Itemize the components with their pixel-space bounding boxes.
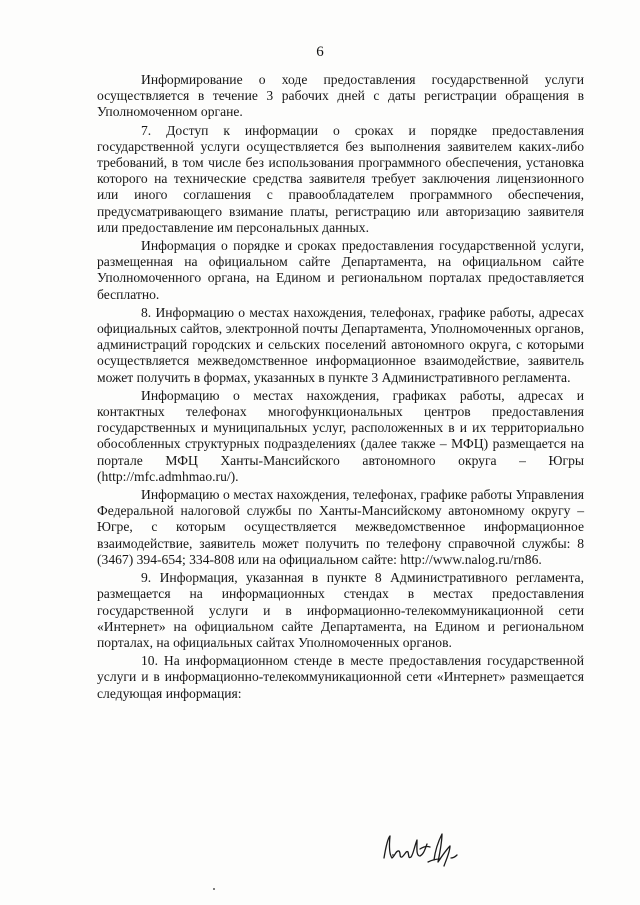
paragraph-9-stands: 9. Информация, указанная в пункте 8 Административного регламента, размещается на информационных стендах в местах предоставления государственной услуги и в информационно-телекоммуникационной сети «Интернет» на официальном сайте Департамента, на Едином и региональном порталах, на официальных сайтах Уполномоченных органов.	[97, 570, 584, 650]
handwritten-signature	[380, 822, 466, 872]
paragraph-10-stand-info: 10. На информационном стенде в месте предоставления государственной услуги и в информационно-телекоммуникационной сети «Интернет» размещается следующая информация:	[97, 653, 584, 701]
paragraph-info-free: Информация о порядке и сроках предоставления государственной услуги, размещенная на официальном сайте Департамента, на официальном сайте Уполномоченного органа, на Едином и региональном порталах предоставляется бесплатно.	[97, 238, 584, 302]
paragraph-tax-service: Информацию о местах нахождения, телефонах, графике работы Управления Федеральной налоговой службы по Ханты-Мансийскому автономному округу – Югре, с которым осуществляется межведомственное информационное взаимодействие, заявитель может получить по телефону справочной службы: 8 (3467) 394-654; 334-808 или на официальном сайте: http://www.nalog.ru/rn86.	[97, 487, 584, 567]
document-body	[97, 72, 584, 702]
paragraph-informing: Информирование о ходе предоставления государственной услуги осуществляется в течение 3 рабочих дней с даты регистрации обращения в Уполномоченном органе.	[97, 72, 584, 120]
page-number: 6	[316, 44, 324, 60]
paragraph-7-access: 7. Доступ к информации о сроках и порядке предоставления государственной услуги осуществляется без выполнения заявителем каких-либо требований, в том числе без использования программного обеспечения, установка которого на технические средства заявителя требует заключения лицензионного или иного соглашения с правообладателем программного обеспечения, предусматривающего взимание платы, регистрацию или авторизацию заявителя или предоставление им персональных данных.	[97, 122, 584, 235]
paragraph-8-locations: 8. Информацию о местах нахождения, телефонах, графике работы, адресах официальных сайтов, электронной почты Департамента, Уполномоченных органов, администраций городских и сельских поселений автономного округа, с которыми осуществляется межведомственное информационное взаимодействие, заявитель может получить в формах, указанных в пункте 3 Административного регламента.	[97, 304, 584, 385]
scan-speck	[392, 854, 394, 856]
scan-speck	[213, 888, 215, 890]
paragraph-mfc: Информацию о местах нахождения, графиках работы, адресах и контактных телефонах многофункциональных центров предоставления государственных и муниципальных услуг, расположенных в и их территориально обособленных структурных подразделениях (далее также – МФЦ) размещается на портале МФЦ Ханты-Мансийского автономного округа – Югры (http://mfc.admhmao.ru/).	[97, 387, 584, 484]
